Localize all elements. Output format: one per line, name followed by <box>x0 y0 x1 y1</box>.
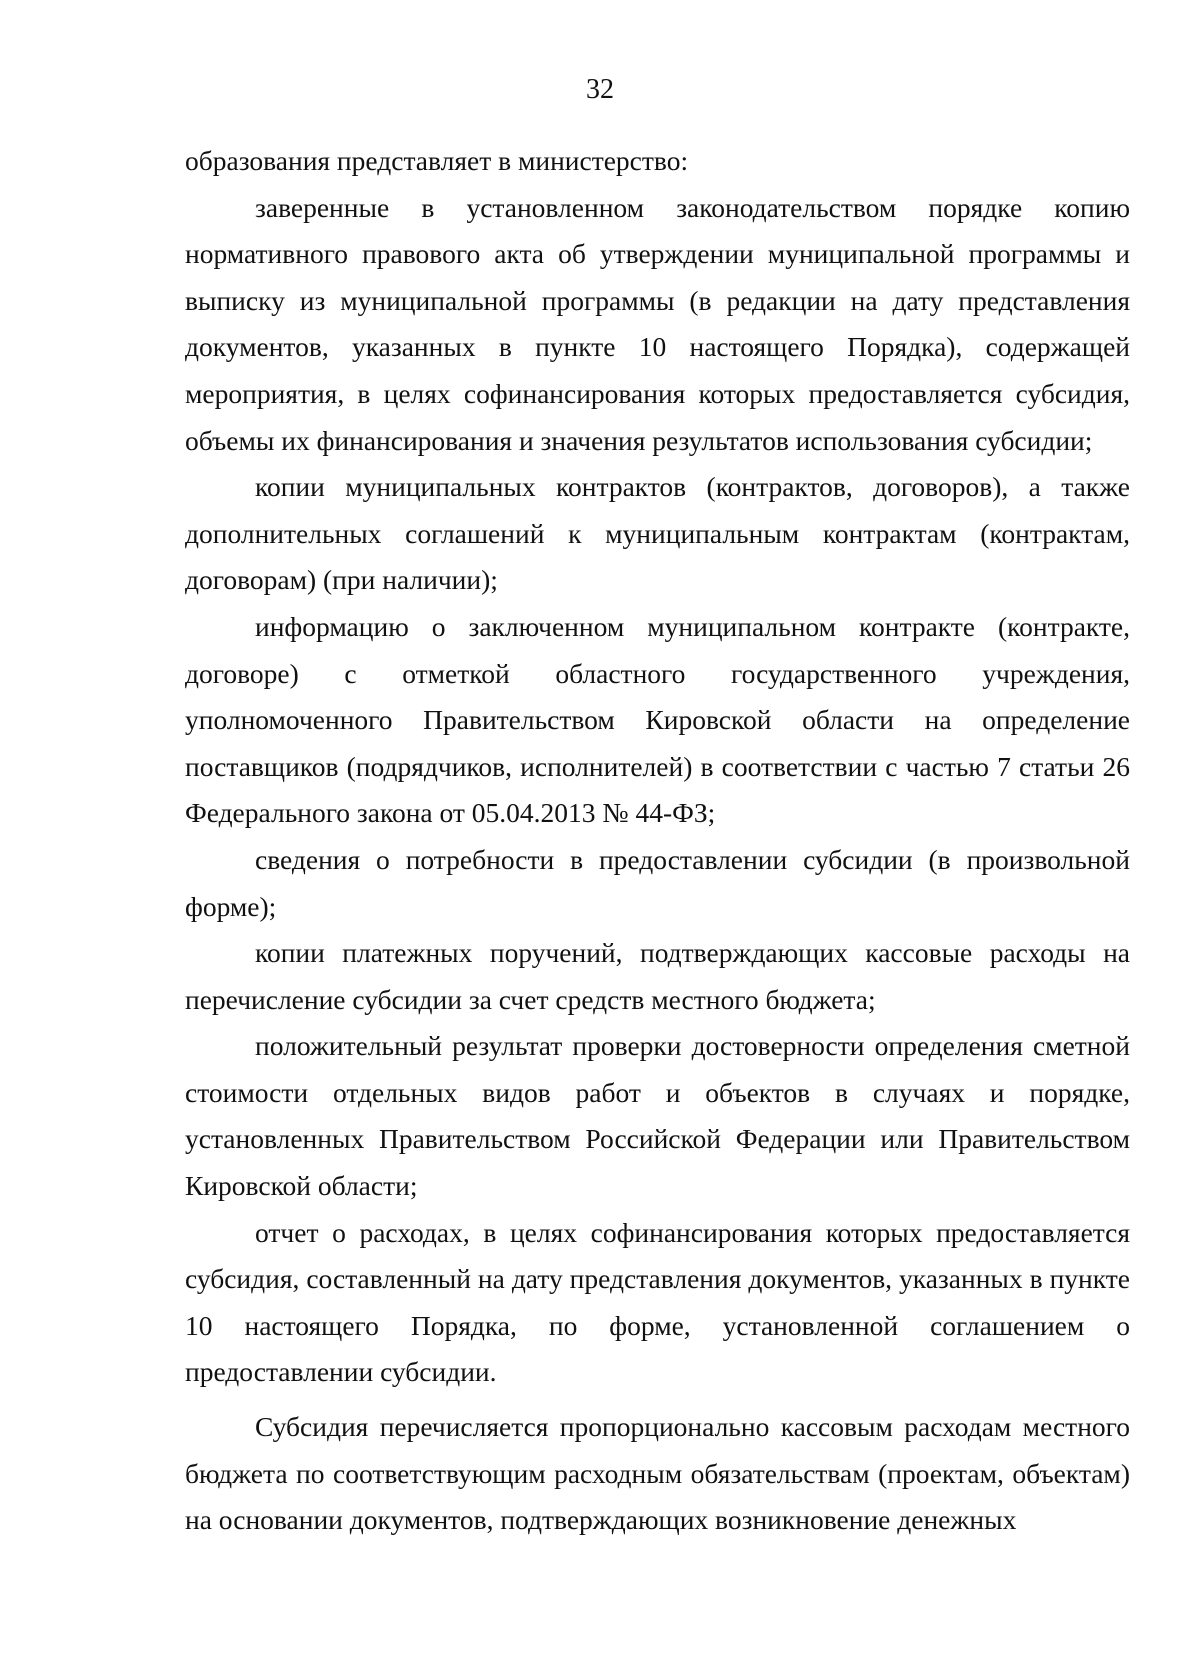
paragraph-subsidy-need: сведения о потребности в предоставлении субсидии (в произвольной форме); <box>185 843 1130 922</box>
paragraph-contract-info: информацию о заключенном муниципальном контракте (контракте, договоре) с отметкой областного государственного учреждения, уполномоченного Правительством Кировской области на определение поставщиков (подрядчиков, исполнителей) в соответствии с частью 7 статьи 26 Федерального закона от 05.04.2013 № 44-ФЗ; <box>185 610 1130 829</box>
document-body <box>185 138 1130 1544</box>
paragraph-contract-copies: копии муниципальных контрактов (контрактов, договоров), а также дополнительных соглашений к муниципальным контрактам (контрактам, договорам) (при наличии); <box>185 471 1130 596</box>
paragraph-cost-verification: положительный результат проверки достоверности определения сметной стоимости отдельных видов работ и объектов в случаях и порядке, установленных Правительством Российской Федерации или Правительством Кировской области; <box>185 1030 1130 1202</box>
paragraph-expense-report: отчет о расходах, в целях софинансирования которых предоставляется субсидия, составленный на дату представления документов, указанных в пункте 10 настоящего Порядка, по форме, установленной соглашением о предоставлении субсидии. <box>185 1216 1130 1388</box>
page-number: 32 <box>586 74 614 105</box>
paragraph-certified-copies: заверенные в установленном законодательством порядке копию нормативного правового акта об утверждении муниципальной программы и выписку из муниципальной программы (в редакции на дату представления документов, указанных в пункте 10 настоящего Порядка), содержащей мероприятия, в целях софинансирования которых предоставляется субсидия, объемы их финансирования и значения результатов использования субсидии; <box>185 191 1130 456</box>
paragraph-intro: образования представляет в министерство: <box>185 145 689 176</box>
paragraph-payment-orders: копии платежных поручений, подтверждающих кассовые расходы на перечисление субсидии за счет средств местного бюджета; <box>185 937 1130 1015</box>
paragraph-subsidy-transfer: Субсидия перечисляется пропорционально кассовым расходам местного бюджета по соответствующим расходным обязательствам (проектам, объектам) на основании документов, подтверждающих возникновение денежных <box>185 1411 1130 1536</box>
